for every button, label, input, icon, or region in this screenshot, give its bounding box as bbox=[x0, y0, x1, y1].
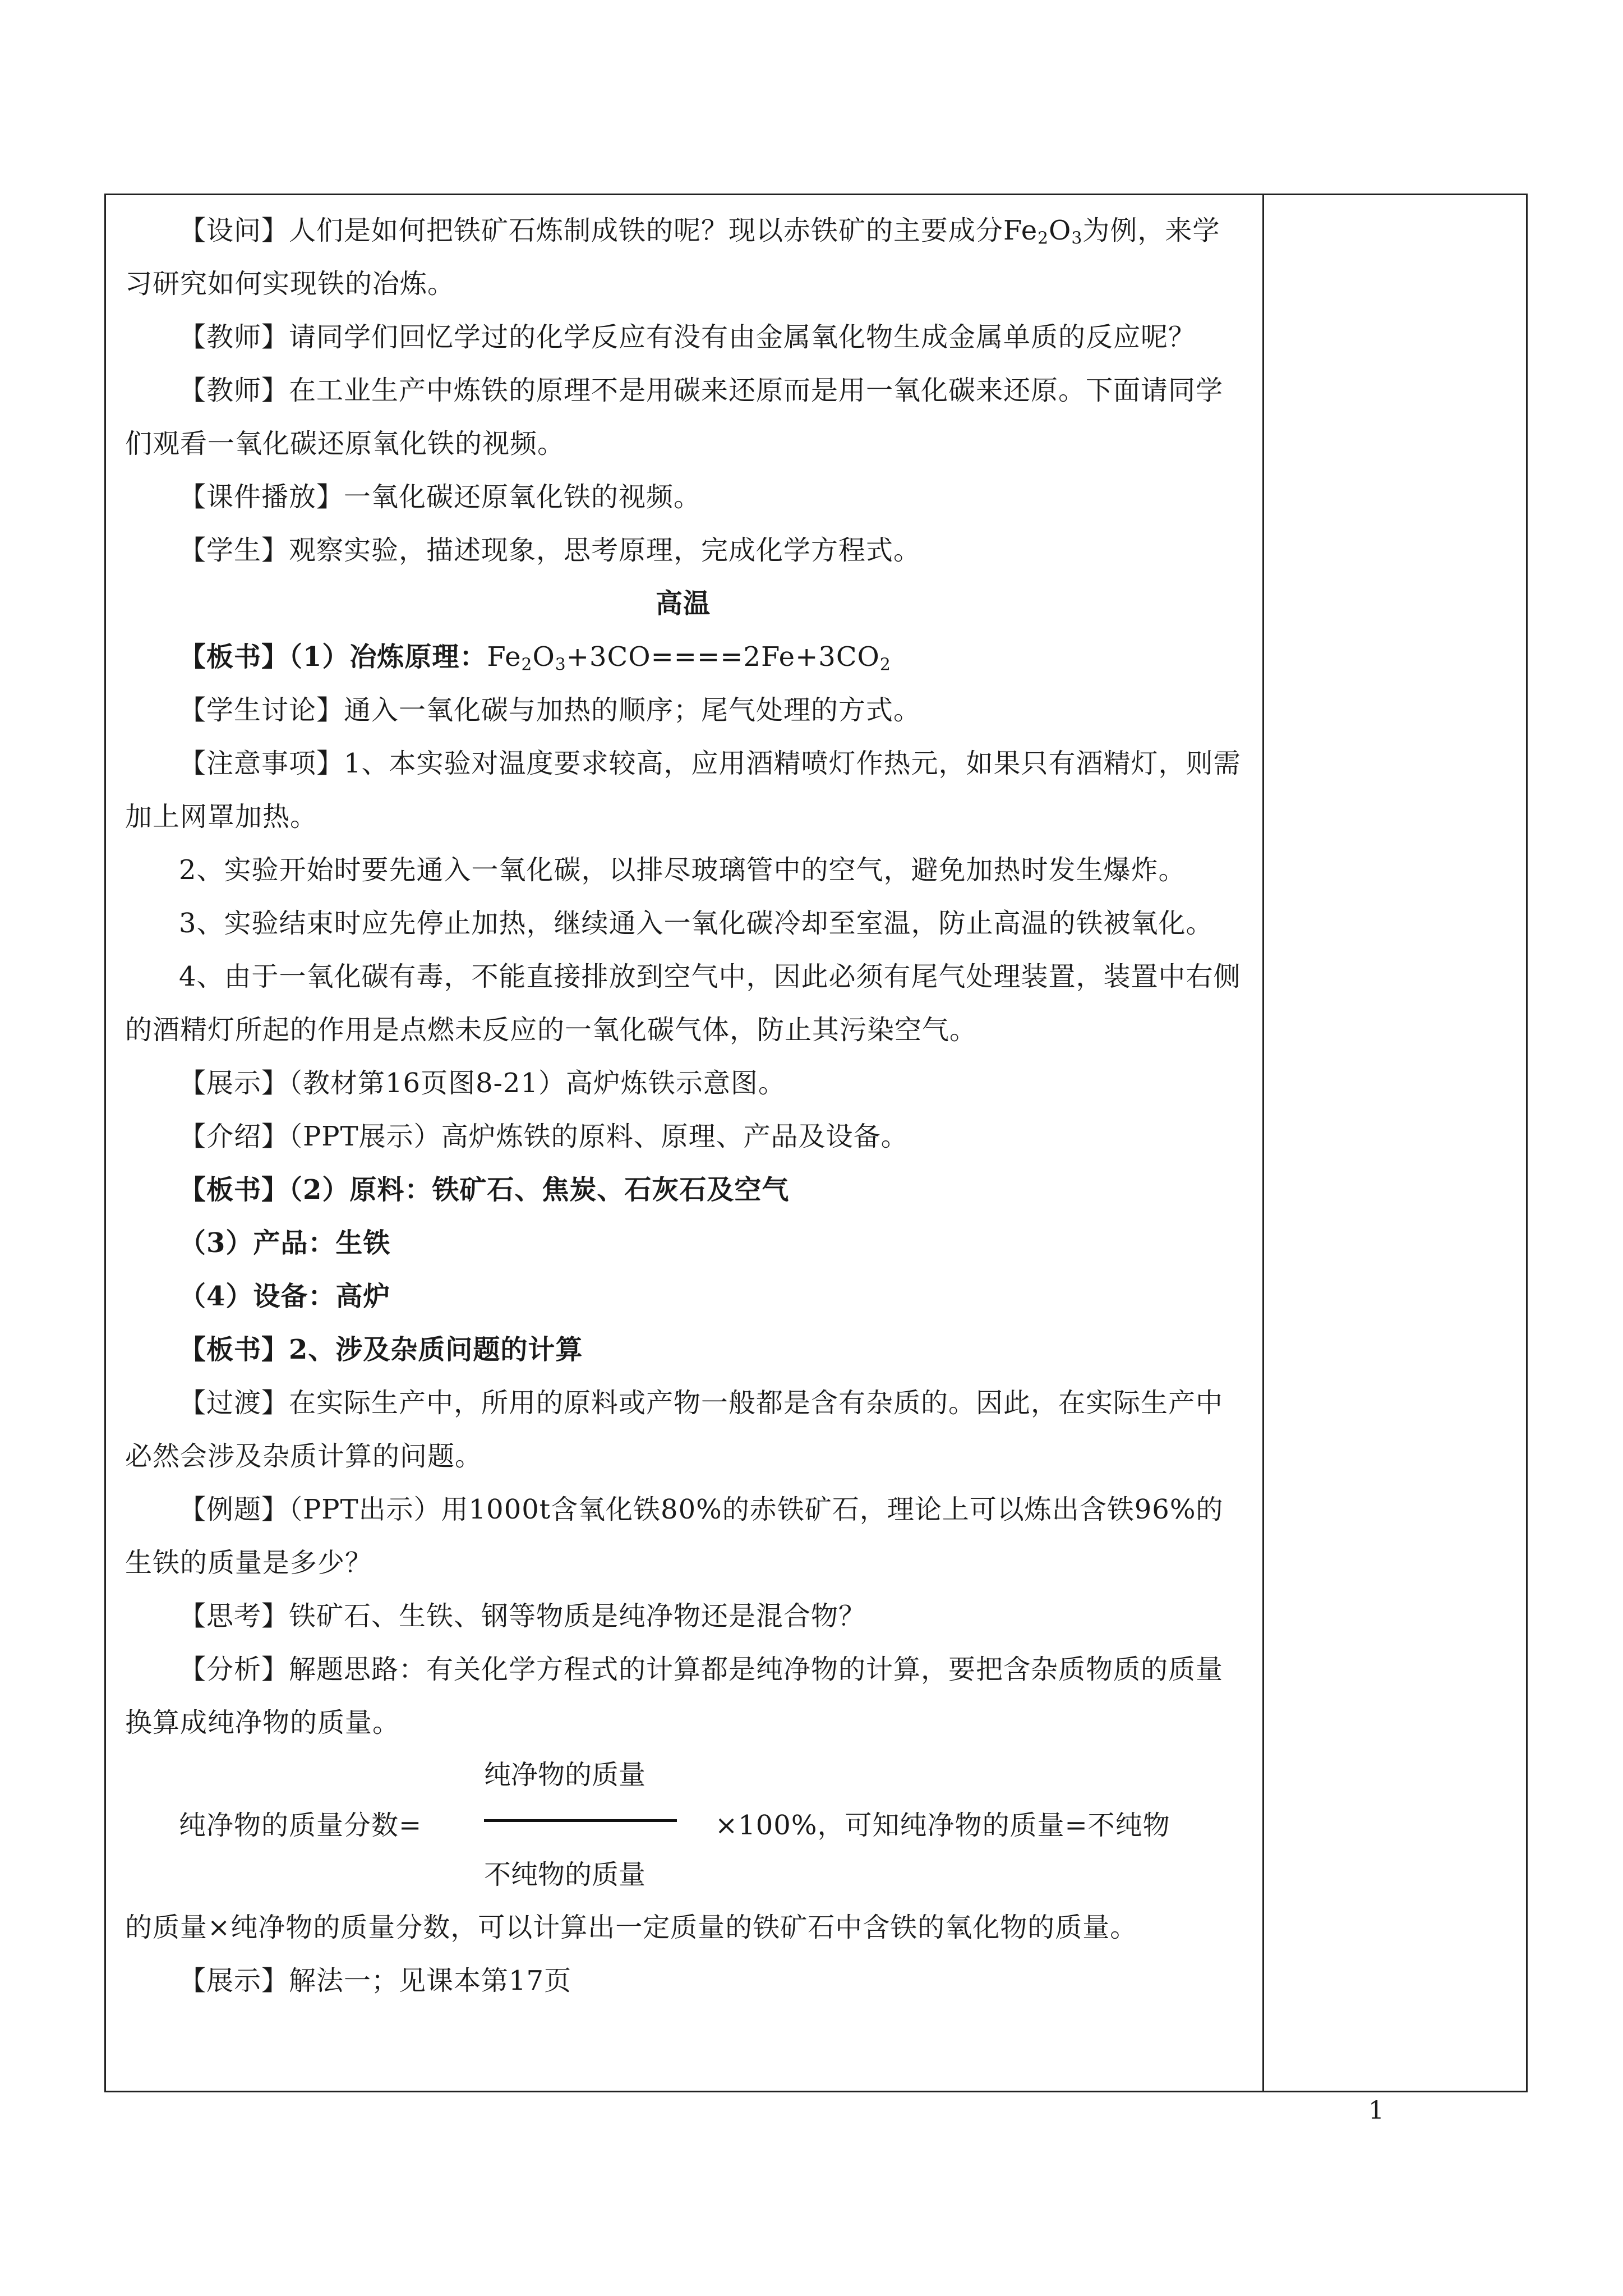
fraction-numerator: 纯净物的质量 bbox=[484, 1759, 646, 1791]
notes-cell bbox=[1266, 195, 1526, 2091]
paragraph-board-materials: 【板书】（2）原料：铁矿石、焦炭、石灰石及空气 bbox=[179, 1174, 790, 1205]
fraction-bar bbox=[484, 1819, 677, 1822]
column-divider bbox=[1262, 195, 1264, 2091]
fraction-denominator: 不纯物的质量 bbox=[484, 1859, 646, 1890]
paragraph-continuation: 的质量×纯净物的质量分数，可以计算出一定质量的铁矿石中含铁的氧化物的质量。 bbox=[125, 1912, 1138, 1943]
paragraph-equipment: （4）设备：高炉 bbox=[179, 1281, 391, 1312]
paragraph-product: （3）产品：生铁 bbox=[179, 1227, 391, 1259]
paragraph-teacher-1: 【教师】请同学们回忆学过的化学反应有没有由金属氧化物生成金属单质的反应呢？ bbox=[179, 321, 1196, 353]
paragraph-question: 【设问】人们是如何把铁矿石炼制成铁的呢？现以赤铁矿的主要成分$Fe_2O_3$为例，来学习研究如何实现铁的冶炼。 bbox=[125, 215, 1220, 300]
paragraph-example: 【例题】（PPT出示）用1000t含氧化铁80%的赤铁矿石，理论上可以炼出含铁96%的生铁的质量是多少？ bbox=[125, 1494, 1224, 1579]
paragraph-discussion: 【学生讨论】通入一氧化碳与加热的顺序；尾气处理的方式。 bbox=[179, 694, 921, 726]
fraction-lhs: 纯净物的质量分数= bbox=[179, 1810, 422, 1841]
paragraph-analysis: 【分析】解题思路：有关化学方程式的计算都是纯净物的计算，要把含杂质物质的质量换算成纯净物的质量。 bbox=[125, 1654, 1224, 1738]
paragraph-note-4: 4、由于一氧化碳有毒，不能直接排放到空气中，因此必须有尾气处理装置，装置中右侧的酒精灯所起的作用是点燃未反应的一氧化碳气体，防止其污染空气。 bbox=[125, 961, 1241, 1046]
paragraph-student: 【学生】观察实验，描述现象，思考原理，完成化学方程式。 bbox=[179, 535, 921, 566]
paragraph-solution: 【展示】解法一；见课本第17页 bbox=[179, 1965, 572, 1996]
paragraph-note-3: 3、实验结束时应先停止加热，继续通入一氧化碳冷却至室温，防止高温的铁被氧化。 bbox=[179, 908, 1214, 939]
paragraph-board-calc: 【板书】2、涉及杂质问题的计算 bbox=[179, 1334, 583, 1365]
lesson-content-cell bbox=[125, 204, 1241, 2008]
paragraph-courseware: 【课件播放】一氧化碳还原氧化铁的视频。 bbox=[179, 481, 702, 513]
page-number: 1 bbox=[1368, 2096, 1384, 2125]
paragraph-intro: 【介绍】（PPT展示）高炉炼铁的原料、原理、产品及设备。 bbox=[179, 1121, 909, 1152]
paragraph-think: 【思考】铁矿石、生铁、钢等物质是纯净物还是混合物？ bbox=[179, 1600, 866, 1632]
reaction-condition: 高温 bbox=[655, 588, 711, 619]
fraction-rhs: ×100%，可知纯净物的质量=不纯物 bbox=[715, 1810, 1170, 1841]
paragraph-teacher-2: 【教师】在工业生产中炼铁的原理不是用碳来还原而是用一氧化碳来还原。下面请同学们观看一氧化碳还原氧化铁的视频。 bbox=[125, 375, 1224, 459]
mass-fraction-formula bbox=[125, 1750, 1241, 1901]
lesson-table bbox=[104, 194, 1528, 2092]
paragraph-board-principle: 【板书】（1）冶炼原理：$Fe_2O_3+3CO====2Fe+3CO_2$ bbox=[179, 641, 891, 675]
paragraph-transition: 【过渡】在实际生产中，所用的原料或产物一般都是含有杂质的。因此，在实际生产中必然会涉及杂质计算的问题。 bbox=[125, 1387, 1224, 1472]
paragraph-note-1: 【注意事项】1、本实验对温度要求较高，应用酒精喷灯作热元，如果只有酒精灯，则需加上网罩加热。 bbox=[125, 748, 1241, 832]
paragraph-show: 【展示】（教材第16页图8-21）高炉炼铁示意图。 bbox=[179, 1068, 786, 1099]
paragraph-note-2: 2、实验开始时要先通入一氧化碳，以排尽玻璃管中的空气，避免加热时发生爆炸。 bbox=[179, 854, 1186, 886]
